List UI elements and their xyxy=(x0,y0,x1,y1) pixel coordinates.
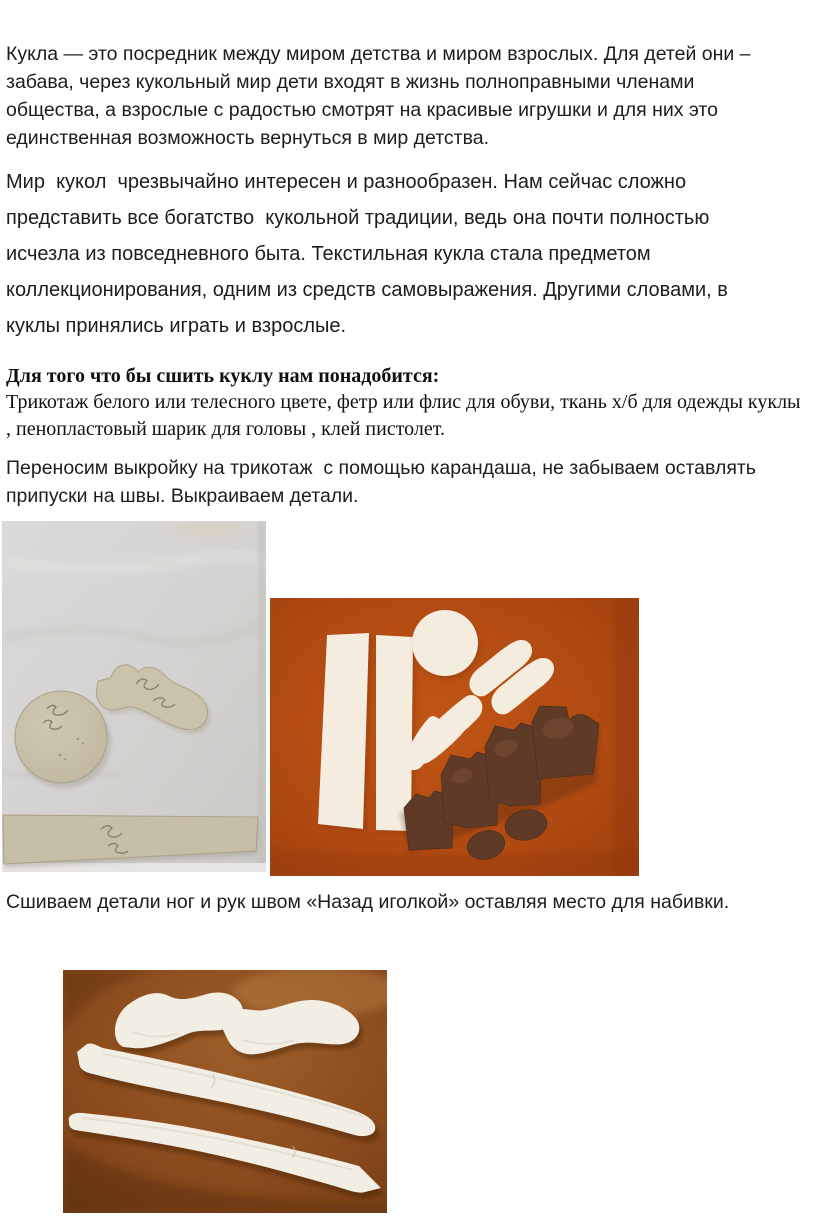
paragraph-doll-world: Мир кукол чрезвычайно интересен и разнообразен. Нам сейчас сложно представить все богатство кукольной традиции, ведь она почти полностью исчезла из повседневного быта. Текстильная кукла стала предметом коллекционирования, одним из средств самовыражения. Другими словами, в куклы принялись играть и взрослые. xyxy=(6,171,734,337)
paragraph-sewing: Сшиваем детали ног и рук швом «Назад иголкой» оставляя место для набивки. xyxy=(6,891,730,913)
paragraph-transfer-pattern: Переносим выкройку на трикотаж с помощью карандаша, не забываем оставлять припуски на швы. Выкраиваем детали. xyxy=(6,457,762,507)
materials-list: Трикотаж белого или телесного цвете, фетр или флис для обуви, ткань х/б для одежды куклы , пенопластовый шарик для головы , клей пистолет. xyxy=(6,391,806,440)
photo-cut-details xyxy=(270,598,639,876)
materials-heading: Для того что бы сшить куклу нам понадобится: xyxy=(6,365,440,387)
pattern-pieces-illustration xyxy=(2,521,266,872)
photo-sewn-parts xyxy=(63,970,387,1213)
paragraph-intro: Кукла — это посредник между миром детства и миром взрослых. Для детей они – забава, через кукольный мир дети входят в жизнь полноправными членами общества, а взрослые с радостью смотрят на красивые игрушки и для них это единственная возможность вернуться в мир детства. xyxy=(6,43,756,149)
sewn-parts-illustration xyxy=(63,970,387,1213)
cut-details-illustration xyxy=(270,598,639,876)
photo-pattern-pieces xyxy=(2,521,266,872)
